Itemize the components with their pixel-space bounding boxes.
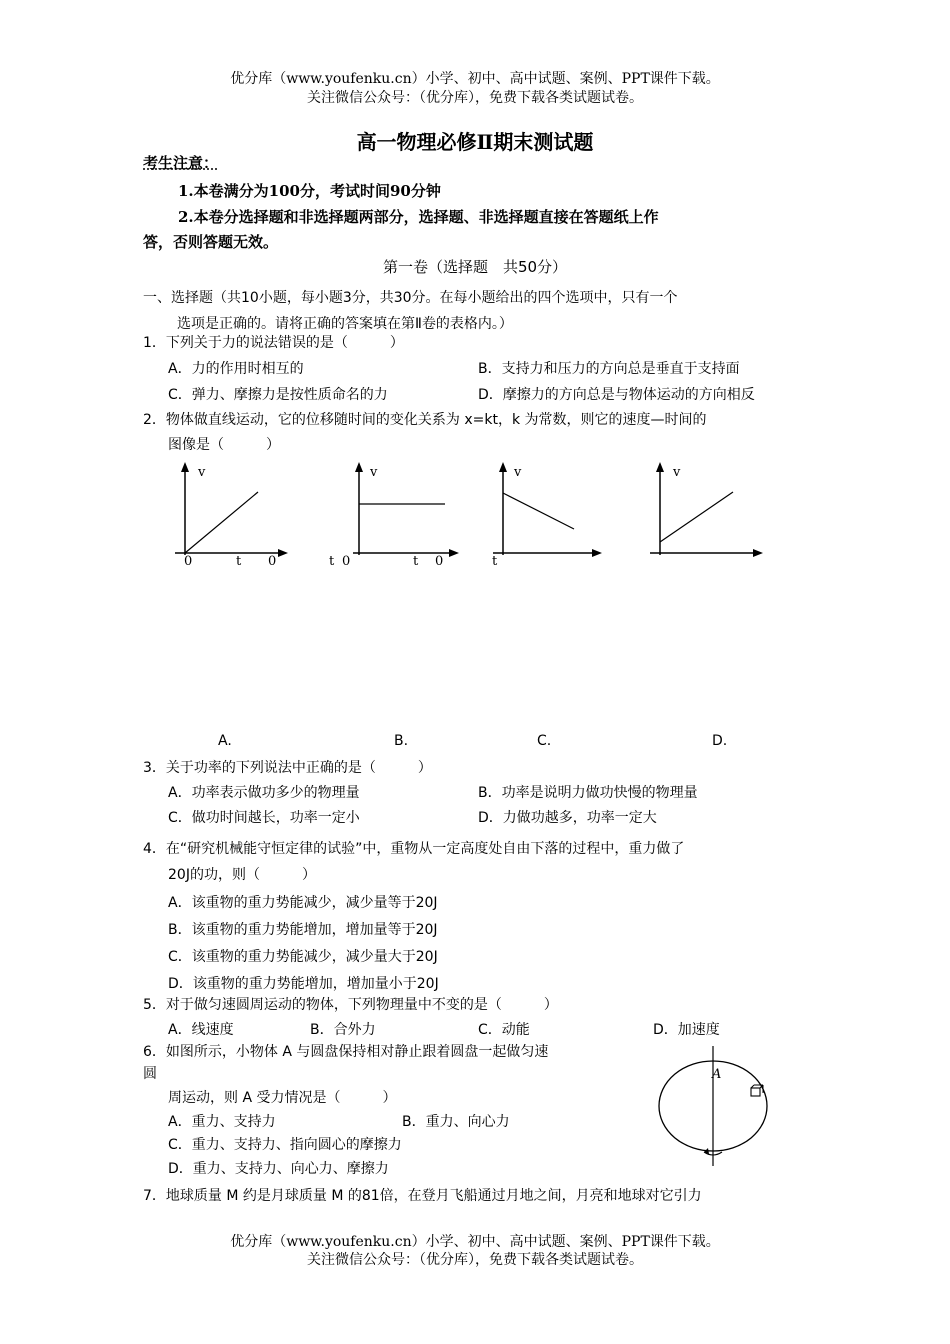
graph-a-line <box>185 492 258 553</box>
footer-line-1: 优分库（www.youfenku.cn）小学、初中、高中试题、案例、PPT课件下载。 <box>230 1234 720 1250</box>
q5-option-a: A．线速度 <box>168 1022 234 1038</box>
q1-option-b: B．支持力和压力的方向总是垂直于支持面 <box>478 361 740 377</box>
block-a <box>751 1088 760 1096</box>
header-line-2: 关注微信公众号：（优分库），免费下载各类试题试卷。 <box>307 90 643 106</box>
graph-b-origin: 0 <box>342 554 351 569</box>
q2-option-d: D. <box>712 733 728 749</box>
graph-b-zero: 0 <box>435 554 444 569</box>
section-intro-a: 一、选择题（共10小题，每小题3分，共30分。在每小题给出的四个选项中，只有一个 <box>143 290 678 306</box>
q4-stem-a: 4．在“研究机械能守恒定律的试验”中，重物从一定高度处自由下落的过程中，重力做了 <box>143 841 685 857</box>
graph-c-t-label: t <box>492 554 498 569</box>
graph-a <box>170 460 295 570</box>
q1-option-a: A．力的作用时相互的 <box>168 361 304 377</box>
graph-b-v-label: v <box>370 465 378 480</box>
q1-option-d: D．摩擦力的方向总是与物体运动的方向相反 <box>478 387 755 403</box>
q2-option-a: A. <box>218 733 232 749</box>
q4-option-d: D．该重物的重力势能增加，增加量小于20J <box>168 976 439 992</box>
graph-a-zero: 0 <box>268 554 277 569</box>
page-title: 高一物理必修Ⅱ期末测试题 <box>356 130 594 154</box>
graph-b <box>325 460 465 570</box>
q6-option-d: D．重力、支持力、向心力、摩擦力 <box>168 1161 389 1177</box>
q4-option-b: B．该重物的重力势能增加，增加量等于20J <box>168 922 438 938</box>
q7-stem: 7．地球质量 M 约是月球质量 M 的81倍，在登月飞船通过月地之间，月亮和地球对它引力 <box>143 1188 702 1204</box>
q3-option-c: C．做功时间越长，功率一定小 <box>168 810 360 826</box>
q6-stem-b: 圆 <box>143 1066 157 1082</box>
q3-option-b: B．功率是说明力做功快慢的物理量 <box>478 785 698 801</box>
notice-label: 考生注意： <box>143 154 219 172</box>
graph-c <box>488 460 608 570</box>
q6-option-c: C．重力、支持力、指向圆心的摩擦力 <box>168 1137 402 1153</box>
graph-d-line <box>660 492 733 542</box>
q2-option-c: C. <box>537 733 552 749</box>
q5-stem: 5．对于做匀速圆周运动的物体，下列物理量中不变的是（ ） <box>143 997 558 1013</box>
q3-option-a: A．功率表示做功多少的物理量 <box>168 785 360 801</box>
notice-item-1: 1.本卷满分为100分，考试时间90分钟 <box>178 182 441 200</box>
graph-a-t-label: t <box>236 554 242 569</box>
q6-stem-a: 6．如图所示，小物体 A 与圆盘保持相对静止跟着圆盘一起做匀速 <box>143 1044 549 1060</box>
graph-d <box>645 460 770 570</box>
q4-option-a: A．该重物的重力势能减少，减少量等于20J <box>168 895 438 911</box>
q2-option-b: B. <box>394 733 409 749</box>
q6-option-a: A．重力、支持力 <box>168 1114 276 1130</box>
section-title: 第一卷（选择题 共50分） <box>382 258 568 276</box>
graph-b-t-label: t <box>413 554 419 569</box>
q4-stem-b: 20J的功，则（ ） <box>168 867 316 883</box>
q5-option-b: B．合外力 <box>310 1022 376 1038</box>
graph-d-v-label: v <box>673 465 681 480</box>
graph-b-t-left: t <box>329 554 335 569</box>
q2-stem-a: 2．物体做直线运动，它的位移随时间的变化关系为 x=kt，k 为常数，则它的速度—时间的 <box>143 412 707 428</box>
section-intro-b: 选项是正确的。请将正确的答案填在第Ⅱ卷的表格内。） <box>177 316 513 332</box>
header-line-1: 优分库（www.youfenku.cn）小学、初中、高中试题、案例、PPT课件下载。 <box>230 71 720 87</box>
rotating-disc-figure <box>650 1044 780 1169</box>
q3-stem: 3．关于功率的下列说法中正确的是（ ） <box>143 760 432 776</box>
disc-label-a: A <box>712 1067 722 1082</box>
q6-stem-c: 周运动，则 A 受力情况是（ ） <box>168 1090 397 1106</box>
q6-option-b: B．重力、向心力 <box>402 1114 510 1130</box>
q4-option-c: C．该重物的重力势能减少，减少量大于20J <box>168 949 438 965</box>
q1-option-c: C．弹力、摩擦力是按性质命名的力 <box>168 387 388 403</box>
q5-option-c: C．动能 <box>478 1022 530 1038</box>
q3-option-d: D．力做功越多，功率一定大 <box>478 810 657 826</box>
graph-a-origin: 0 <box>184 554 193 569</box>
graph-c-line <box>503 493 574 529</box>
notice-item-2a: 2.本卷分选择题和非选择题两部分，选择题、非选择题直接在答题纸上作 <box>178 208 659 226</box>
graph-c-v-label: v <box>514 465 522 480</box>
footer-line-2: 关注微信公众号：（优分库），免费下载各类试题试卷。 <box>307 1252 643 1268</box>
q5-option-d: D．加速度 <box>653 1022 720 1038</box>
q2-stem-b: 图像是（ ） <box>168 437 280 453</box>
notice-item-2b: 答，否则答题无效。 <box>143 233 279 251</box>
graph-a-v-label: v <box>198 465 206 480</box>
q1-stem: 1．下列关于力的说法错误的是（ ） <box>143 335 404 351</box>
